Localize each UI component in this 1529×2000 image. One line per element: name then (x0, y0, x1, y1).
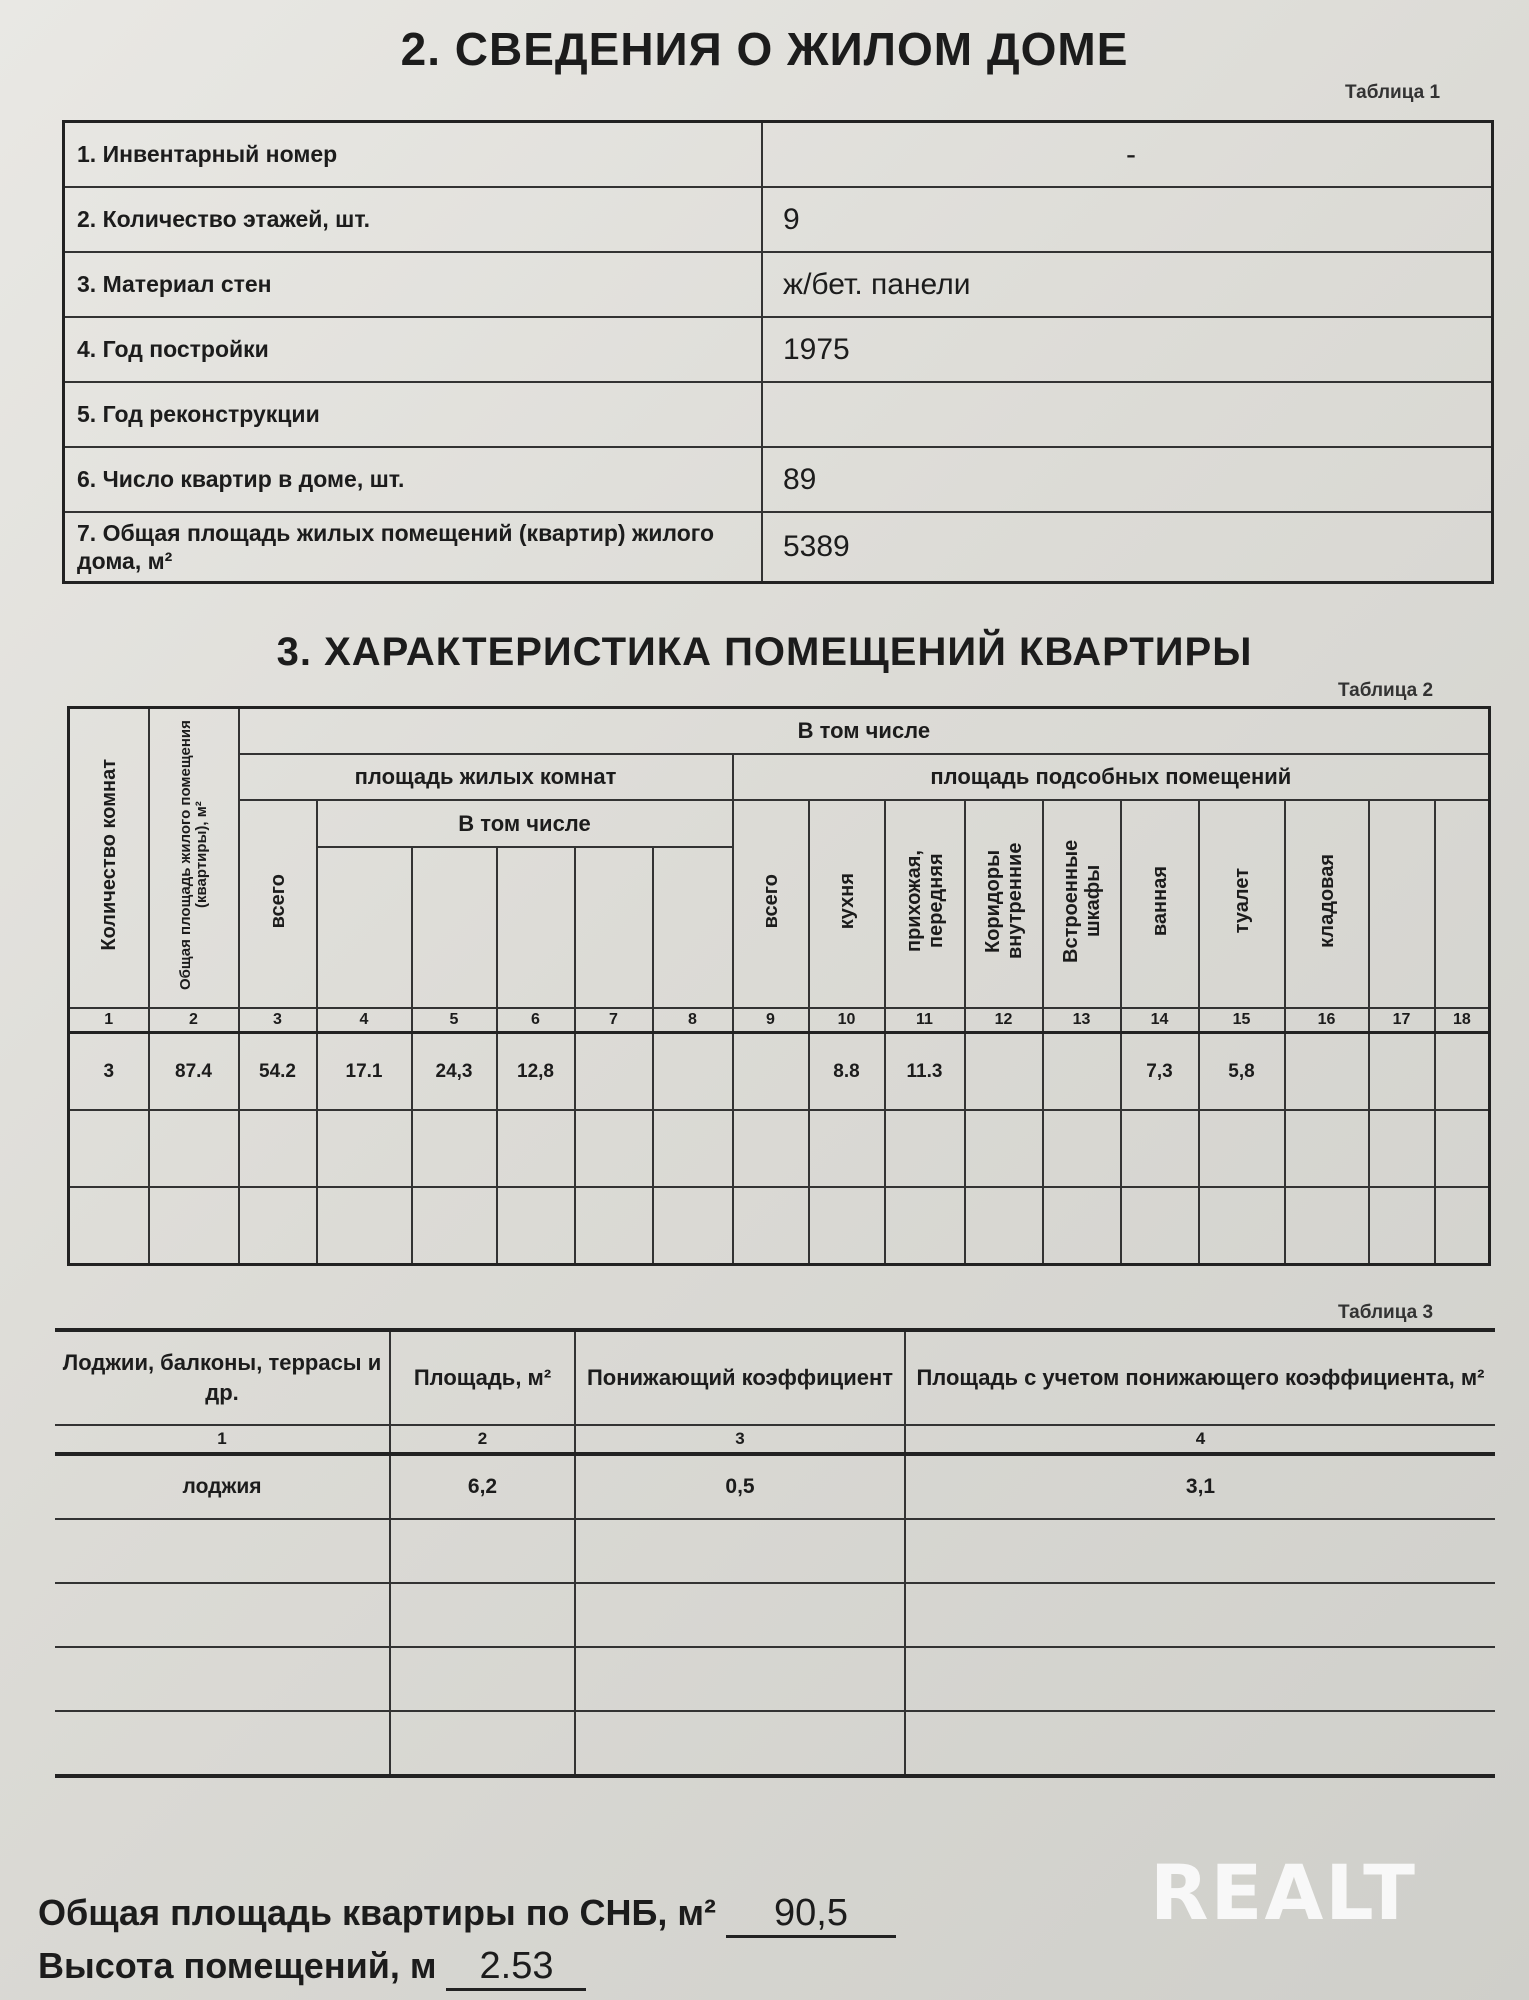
table-cell (317, 1110, 412, 1187)
table-cell (575, 1033, 653, 1111)
table-cell (1043, 1033, 1121, 1111)
row-value: 9 (762, 187, 1493, 252)
storage-header: кладовая (1285, 800, 1369, 1008)
col-number: 11 (885, 1008, 965, 1033)
col-rooms-count: Количество комнат (69, 708, 149, 1009)
table-cell (412, 1187, 497, 1265)
loggia-area: 6,2 (390, 1454, 575, 1519)
table-cell (1369, 1110, 1435, 1187)
loggia-coefficient: 0,5 (575, 1454, 905, 1519)
col-number: 3 (239, 1008, 317, 1033)
aux-total-header: всего (733, 800, 809, 1008)
header-row (55, 1330, 1495, 1425)
total-area-line (38, 1892, 896, 1938)
house-info-table (62, 120, 1494, 584)
height-value: 2.53 (446, 1945, 586, 1991)
coefficient-header: Понижающий коэффициент (575, 1330, 905, 1425)
loggia-type: лоджия (55, 1454, 390, 1519)
row-value: - (762, 122, 1493, 188)
table-cell: 17.1 (317, 1033, 412, 1111)
col-18-header (1435, 800, 1490, 1008)
total-area-value: 90,5 (726, 1892, 896, 1938)
table-row (64, 317, 1493, 382)
table-cell (653, 1110, 733, 1187)
row-value: 5389 (762, 512, 1493, 583)
table-cell (1121, 1187, 1199, 1265)
col-number: 6 (497, 1008, 575, 1033)
kitchen-header: кухня (809, 800, 885, 1008)
col-number: 15 (1199, 1008, 1285, 1033)
closets-header: Встроенные шкафы (1043, 800, 1121, 1008)
table-cell (1043, 1110, 1121, 1187)
table-cell (412, 1110, 497, 1187)
col-number: 2 (149, 1008, 239, 1033)
column-numbers-row (55, 1425, 1495, 1454)
bathroom-header: ванная (1121, 800, 1199, 1008)
col-total-area: Общая площадь жилого помещения (квартиры), м² (149, 708, 239, 1009)
living-total-header: всего (239, 800, 317, 1008)
table-cell (809, 1187, 885, 1265)
table-cell (1369, 1033, 1435, 1111)
table-row (64, 252, 1493, 317)
table-row (64, 512, 1493, 583)
table-3-tag: Таблица 3 (1338, 1302, 1434, 1323)
table-cell (317, 1187, 412, 1265)
table-row (55, 1711, 1495, 1776)
table-cell (239, 1110, 317, 1187)
living-including-header: В том числе (317, 800, 733, 847)
room-col (653, 847, 733, 1008)
col-number: 1 (55, 1425, 390, 1454)
table-cell (733, 1033, 809, 1111)
realt-watermark-logo: REALT (1150, 1848, 1417, 1937)
table-row (64, 447, 1493, 512)
table-row (64, 382, 1493, 447)
table-cell (575, 1110, 653, 1187)
column-numbers-row (69, 1008, 1490, 1033)
col-number: 13 (1043, 1008, 1121, 1033)
table-row (69, 1187, 1490, 1265)
row-value: 89 (762, 447, 1493, 512)
table-cell (1043, 1187, 1121, 1265)
table-cell (149, 1187, 239, 1265)
rooms-table (67, 706, 1491, 1266)
col-number: 7 (575, 1008, 653, 1033)
table-cell: 5,8 (1199, 1033, 1285, 1111)
col-number: 2 (390, 1425, 575, 1454)
col-number: 9 (733, 1008, 809, 1033)
col-number: 1 (69, 1008, 149, 1033)
row-label: 3. Материал стен (64, 252, 763, 317)
col-number: 17 (1369, 1008, 1435, 1033)
table-cell (69, 1187, 149, 1265)
table-cell (239, 1187, 317, 1265)
table-cell (1121, 1110, 1199, 1187)
row-label: 2. Количество этажей, шт. (64, 187, 763, 252)
table-cell (1285, 1033, 1369, 1111)
height-line (38, 1945, 586, 1991)
col-number: 14 (1121, 1008, 1199, 1033)
table-cell (1435, 1110, 1490, 1187)
room-col (317, 847, 412, 1008)
table-cell (497, 1110, 575, 1187)
table-cell (1285, 1187, 1369, 1265)
total-area-label: Общая площадь квартиры по СНБ, м² (38, 1892, 716, 1933)
room-col (412, 847, 497, 1008)
table-cell: 12,8 (497, 1033, 575, 1111)
loggia-header: Лоджии, балконы, террасы и др. (55, 1330, 390, 1425)
row-label: 4. Год постройки (64, 317, 763, 382)
table-cell (1435, 1033, 1490, 1111)
aux-area-header: площадь подсобных помещений (733, 754, 1490, 800)
col-number: 3 (575, 1425, 905, 1454)
table-cell (733, 1187, 809, 1265)
col-number: 4 (317, 1008, 412, 1033)
room-col (497, 847, 575, 1008)
table-cell: 11.3 (885, 1033, 965, 1111)
living-area-header: площадь жилых комнат (239, 754, 733, 800)
col-number: 8 (653, 1008, 733, 1033)
table-row (55, 1583, 1495, 1647)
table-cell (733, 1110, 809, 1187)
table-row (64, 187, 1493, 252)
table-cell: 8.8 (809, 1033, 885, 1111)
table-row (64, 122, 1493, 188)
table-cell (653, 1033, 733, 1111)
section-3-title: 3. ХАРАКТЕРИСТИКА ПОМЕЩЕНИЙ КВАРТИРЫ (276, 630, 1253, 674)
table-cell (965, 1110, 1043, 1187)
height-label: Высота помещений, м (38, 1945, 437, 1986)
area-header: Площадь, м² (390, 1330, 575, 1425)
table-row (55, 1454, 1495, 1519)
table-cell: 54.2 (239, 1033, 317, 1111)
col-number: 16 (1285, 1008, 1369, 1033)
adjusted-area-header: Площадь с учетом понижающего коэффициента, м² (905, 1330, 1495, 1425)
loggia-adjusted-area: 3,1 (905, 1454, 1495, 1519)
room-col (575, 847, 653, 1008)
table-1-tag: Таблица 1 (1345, 82, 1441, 103)
table-cell (885, 1187, 965, 1265)
row-value: ж/бет. панели (762, 252, 1493, 317)
table-cell (1199, 1187, 1285, 1265)
table-cell: 7,3 (1121, 1033, 1199, 1111)
table-cell (1285, 1110, 1369, 1187)
corridors-header: Коридоры внутренние (965, 800, 1043, 1008)
table-cell (69, 1110, 149, 1187)
table-cell: 87.4 (149, 1033, 239, 1111)
table-cell (965, 1033, 1043, 1111)
hallway-header: прихожая, передняя (885, 800, 965, 1008)
table-row (55, 1647, 1495, 1711)
col-number: 10 (809, 1008, 885, 1033)
table-cell (885, 1110, 965, 1187)
table-cell (653, 1187, 733, 1265)
col-number: 12 (965, 1008, 1043, 1033)
table-cell (965, 1187, 1043, 1265)
table-row (55, 1519, 1495, 1583)
table-cell (149, 1110, 239, 1187)
col-number: 4 (905, 1425, 1495, 1454)
table-cell (1435, 1187, 1490, 1265)
loggias-table (55, 1328, 1495, 1778)
table-cell: 24,3 (412, 1033, 497, 1111)
table-cell (497, 1187, 575, 1265)
table-row (69, 1110, 1490, 1187)
row-value: 1975 (762, 317, 1493, 382)
table-cell (1369, 1187, 1435, 1265)
toilet-header: туалет (1199, 800, 1285, 1008)
row-label: 1. Инвентарный номер (64, 122, 763, 188)
row-value (762, 382, 1493, 447)
table-cell (575, 1187, 653, 1265)
table-cell: 3 (69, 1033, 149, 1111)
table-row (69, 1033, 1490, 1111)
col-number: 18 (1435, 1008, 1490, 1033)
row-label: 5. Год реконструкции (64, 382, 763, 447)
section-2-title: 2. СВЕДЕНИЯ О ЖИЛОМ ДОМЕ (400, 23, 1129, 75)
row-label: 6. Число квартир в доме, шт. (64, 447, 763, 512)
table-cell (809, 1110, 885, 1187)
col-number: 5 (412, 1008, 497, 1033)
including-header: В том числе (239, 708, 1490, 755)
row-label: 7. Общая площадь жилых помещений (квартир) жилого дома, м² (64, 512, 763, 583)
table-2-tag: Таблица 2 (1338, 680, 1434, 701)
table-cell (1199, 1110, 1285, 1187)
col-17-header (1369, 800, 1435, 1008)
